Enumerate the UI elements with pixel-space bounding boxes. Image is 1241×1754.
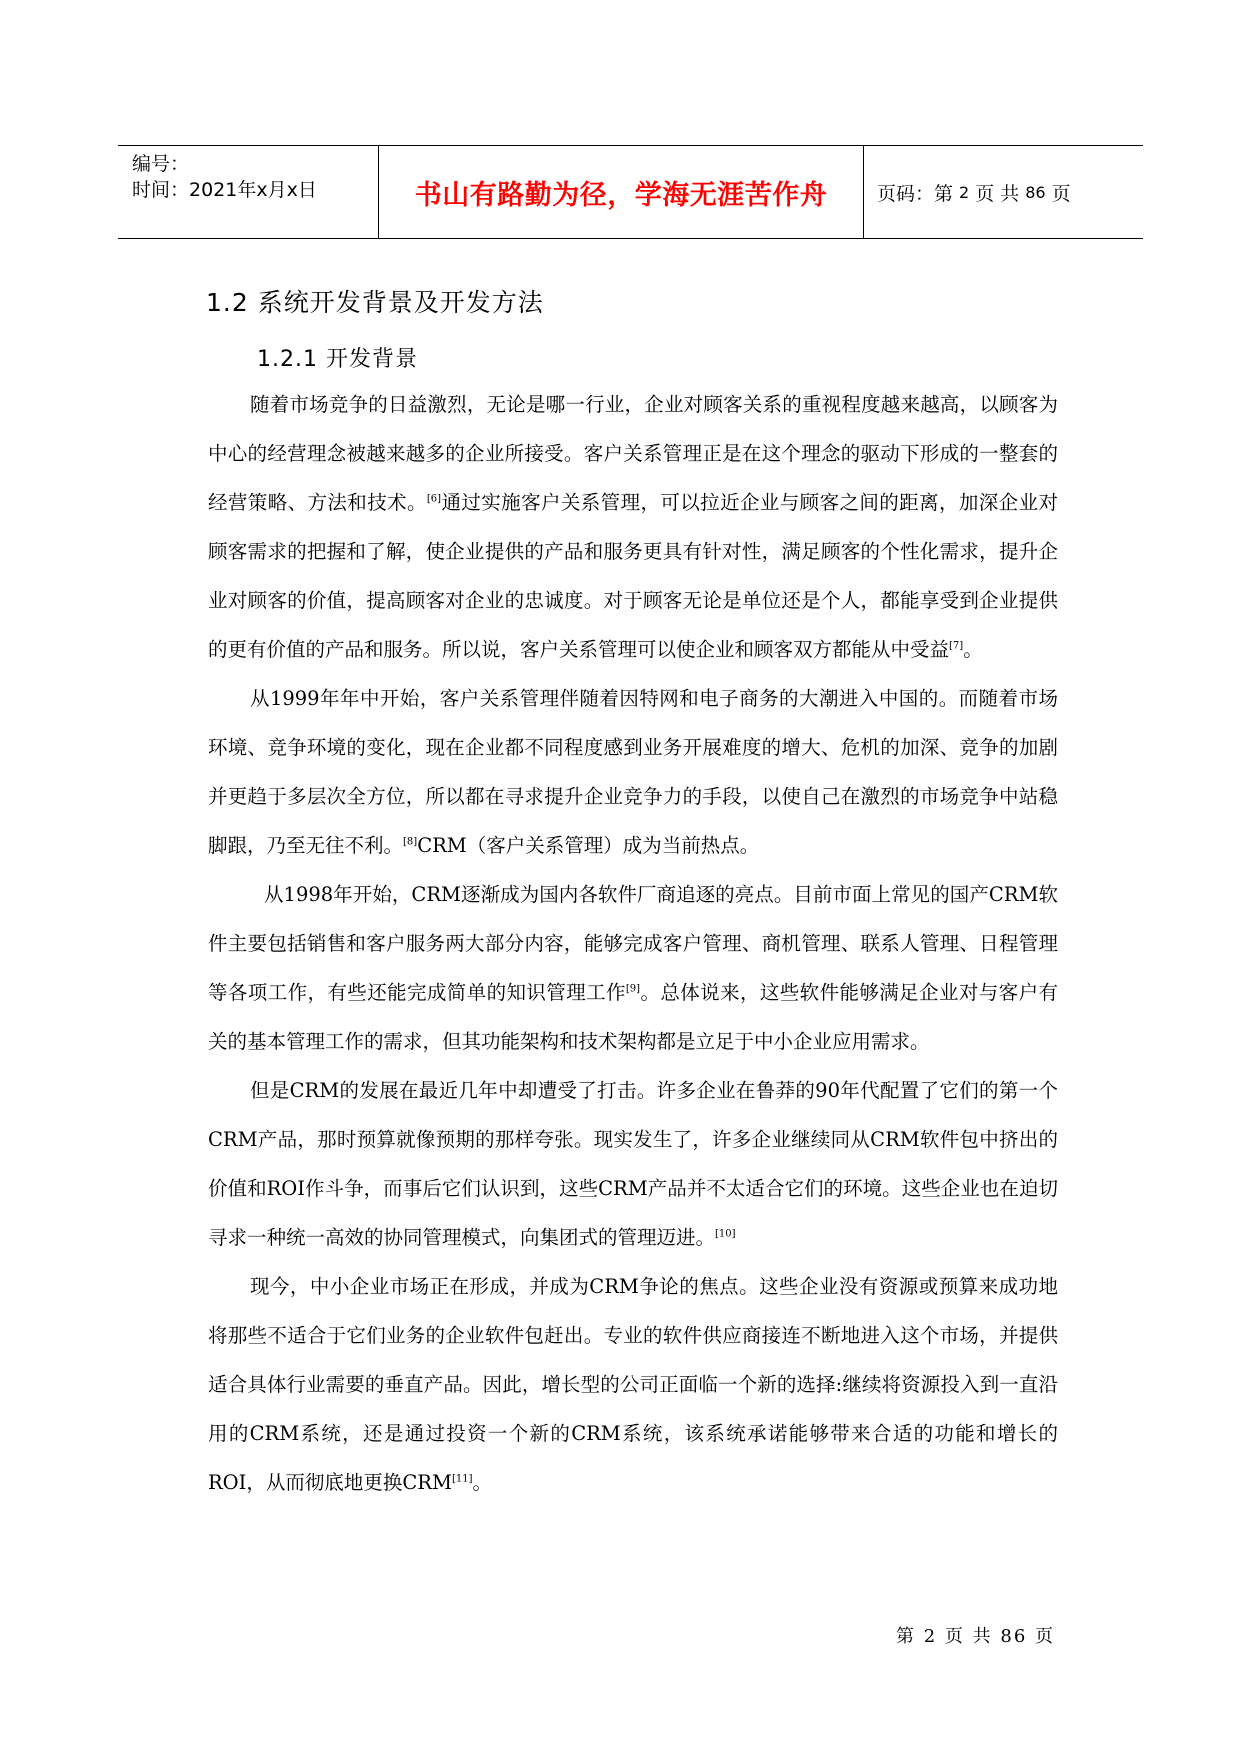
section-title: 1.2 系统开发背景及开发方法	[206, 288, 544, 317]
page-total: 86	[1025, 182, 1046, 202]
citation: [7]	[949, 640, 964, 652]
page-suffix: 页	[1051, 182, 1071, 205]
paragraph-text: 随着市场竞争的日益激烈，无论是哪一行业，企业对顾客关系的重视程度越来越高，以顾客为中心的经营理念被越来越多的企业所接受。客户关系管理正是在这个理念的驱动下形成的一整套的经营策略、方法和技术。	[208, 393, 1058, 514]
page-footer: 第 2 页 共 86 页	[896, 1626, 1055, 1647]
motto: 书山有路勤为径，学海无涯苦作舟	[414, 179, 828, 211]
paragraph-text: 从1998年开始，CRM逐渐成为国内各软件厂商追逐的亮点。目前市面上常见的国产CRM软件主要包括销售和客户服务两大部分内容，能够完成客户管理、商机管理、联系人管理、日程管理等各项工作，有些还能完成简单的知识管理工作	[208, 883, 1058, 1004]
page-middle: 页 共	[975, 182, 1020, 205]
citation: [8]	[403, 836, 418, 848]
citation: [11]	[451, 1473, 473, 1485]
citation: [10]	[715, 1228, 736, 1240]
header-motto-cell	[378, 146, 864, 238]
document-header	[118, 145, 1143, 239]
header-meta	[118, 146, 378, 238]
page-current: 2	[959, 182, 970, 202]
paragraph-2	[208, 674, 1058, 870]
paragraph-text: 但是CRM的发展在最近几年中却遭受了打击。许多企业在鲁莽的90年代配置了它们的第一个CRM产品，那时预算就像预期的那样夸张。现实发生了，许多企业继续同从CRM软件包中挤出的价值和ROI作斗争，而事后它们认识到，这些CRM产品并不太适合它们的环境。这些企业也在迫切寻求一种统一高效的协同管理模式，向集团式的管理迈进。	[208, 1079, 1058, 1249]
paragraph-text: CRM（客户关系管理）成为当前热点。	[417, 834, 760, 857]
paragraph-4	[208, 1066, 1058, 1262]
number-label: 编号：	[132, 153, 190, 175]
subsection-title: 1.2.1 开发背景	[257, 347, 418, 372]
paragraph-5	[208, 1262, 1058, 1507]
paragraph-1	[208, 380, 1058, 674]
citation: [6]	[426, 493, 442, 505]
paragraph-3	[208, 870, 1058, 1066]
header-page-info	[863, 146, 1143, 238]
citation: [9]	[625, 983, 641, 995]
paragraph-text: 。总体说来，这些软件能够满足企业对与客户有关的基本管理工作的需求，但其功能架构和技术架构都是立足于中小企业应用需求。	[208, 981, 1058, 1053]
paragraph-text: 通过实施客户关系管理，可以拉近企业与顾客之间的距离，加深企业对顾客需求的把握和了解，使企业提供的产品和服务更具有针对性，满足顾客的个性化需求，提升企业对顾客的价值，提高顾客对企业的忠诚度。对于顾客无论是单位还是个人，都能享受到企业提供的更有价值的产品和服务。所以说，客户关系管理可以使企业和顾客双方都能从中受益	[208, 491, 1058, 661]
page-prefix: 页码：第	[877, 182, 954, 205]
paragraph-text: 现今，中小企业市场正在形成，并成为CRM争论的焦点。这些企业没有资源或预算来成功地将那些不适合于它们业务的企业软件包赶出。专业的软件供应商接连不断地进入这个市场，并提供适合具体行业需要的垂直产品。因此，增长型的公司正面临一个新的选择:继续将资源投入到一直沿用的CRM系统，还是通过投资一个新的CRM系统，该系统承诺能够带来合适的功能和增长的ROI，从而彻底地更换CRM	[208, 1275, 1058, 1494]
paragraph-text: 。	[472, 1471, 492, 1494]
body-text	[208, 380, 1058, 1507]
paragraph-text: 。	[963, 638, 983, 661]
time-label: 时间：2021年x月x日	[132, 179, 317, 201]
paragraph-text: 从1999年年中开始，客户关系管理伴随着因特网和电子商务的大潮进入中国的。而随着市场环境、竞争环境的变化，现在企业都不同程度感到业务开展难度的增大、危机的加深、竞争的加剧并更趋于多层次全方位，所以都在寻求提升企业竞争力的手段，以使自己在激烈的市场竞争中站稳脚跟，乃至无往不利。	[208, 687, 1058, 857]
